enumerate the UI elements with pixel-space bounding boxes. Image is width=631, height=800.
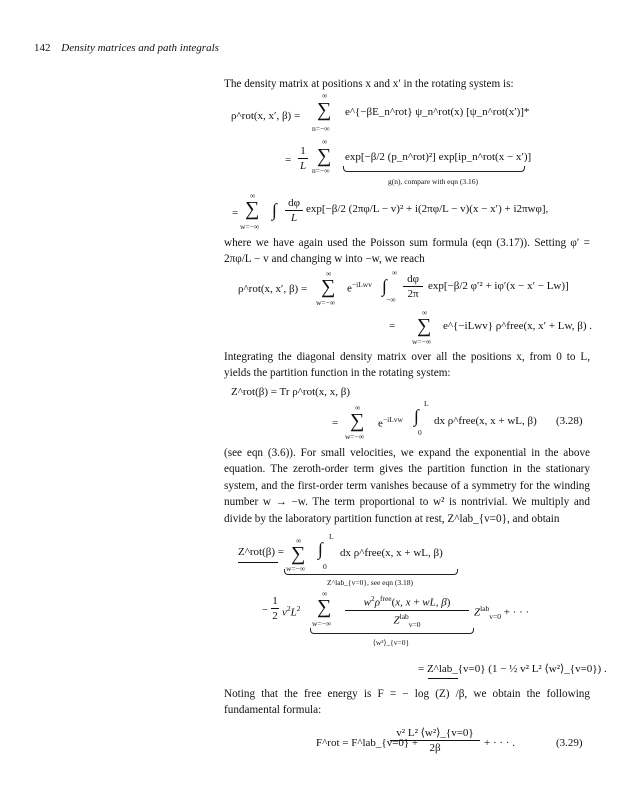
eq4-sum-upper: ∞ (326, 269, 332, 278)
eq2-frac: 1 L (299, 145, 307, 172)
eq8-rhs: dx ρ^free(x, x + wL, β) (340, 547, 443, 559)
eq3-sum: ∑ (245, 198, 260, 220)
eq2-sum: ∑ (317, 145, 332, 167)
eq4-sum: ∑ (321, 276, 336, 298)
running-title: Density matrices and path integrals (61, 42, 219, 54)
eq7-rhs: dx ρ^free(x, x + wL, β) (434, 415, 537, 427)
eq5-rhs: e^{−iLwv} ρ^free(x, x′ + Lw, β) . (443, 320, 592, 332)
eq1-sum-upper: ∞ (322, 91, 328, 100)
eq8-lhs: Z^rot(β) = (238, 546, 284, 558)
eq8-note: Z^lab_{v=0}, see eqn (3.18) (327, 578, 413, 587)
eq2-rhs: exp[−β/2 (p_n^rot)²] exp[ip_n^rot(x − x′)] (345, 151, 532, 163)
eq2-underbrace (343, 166, 525, 172)
poisson-paragraph: where we have again used the Poisson sum formula (eqn (3.17)). Setting φ′ = 2πφ/L − v and changing w into −w, we reach (224, 237, 590, 266)
page-number: 142 (34, 42, 51, 54)
eq4-integral: ∫ (382, 276, 387, 296)
eq5-equals: = (389, 320, 396, 332)
eq11-frac (390, 726, 480, 754)
integrating-paragraph: Integrating the diagonal density matrix over all the positions x, from 0 to L, yields the partition function in the rotating system: (224, 351, 590, 380)
eq7-sum-upper: ∞ (355, 403, 361, 412)
eq1-lhs: ρ^rot(x, x′, β) = (231, 110, 301, 122)
eq8-int-lower: 0 (323, 562, 327, 571)
eq6-lhs: Z^rot(β) = Tr ρ^rot(x, x, β) (231, 386, 351, 398)
eq1-rhs: e^{−βE_n^rot} ψ_n^rot(x) [ψ_n^rot(x′)]* (345, 106, 530, 118)
eq4-int-upper: ∞ (392, 268, 398, 277)
eq1-sum-lower: n=−∞ (312, 124, 330, 133)
eq2-sum-upper: ∞ (322, 137, 328, 146)
noting-paragraph: Noting that the free energy is F = − log (Z) /β, we obtain the following fundamental formula: (224, 688, 590, 717)
eq9-minus: − (262, 604, 269, 616)
intro-paragraph: The density matrix at positions x and x′ in the rotating system is: (224, 78, 514, 90)
eq3-integral: ∫ (272, 200, 277, 220)
eq10-rhs: = Z^lab_{v=0} (1 − ½ v² L² ⟨w²⟩_{v=0}) . (418, 663, 607, 675)
eq9-note: ⟨w²⟩_{v=0} (372, 638, 410, 647)
running-header (34, 42, 219, 54)
eq3-sum-lower: w=−∞ (240, 222, 260, 231)
eq3-sum-upper: ∞ (250, 191, 256, 200)
eq4-rhs: exp[−β/2 φ′² + iφ′(x − x′ − Lw)] (428, 280, 569, 292)
small-velocity-paragraph: (see eqn (3.6)). For small velocities, we expand the exponential in the above equation. The zeroth-order term gives the partition function in the stationary system, and the first-order term vanishes because of a symmetry for the winding number w → −w. The term proportional to w² is nontrivial. We multiply and divide by the laboratory partition function at rest, Z^lab_{v=0}, and obtain (224, 447, 590, 525)
eq4-int-lower: −∞ (386, 295, 396, 304)
eq11-denominator: 2β (429, 742, 441, 754)
eq4-sum-lower: w=−∞ (316, 298, 336, 307)
eq11-tail: + · · · . (484, 737, 515, 749)
eq5-sum-lower: w=−∞ (412, 337, 432, 346)
eq9-sum: ∑ (317, 596, 332, 618)
eq8-sum-lower: w=−∞ (286, 564, 306, 573)
eq7-int-upper: L (424, 399, 429, 408)
eq2-note: g(n), compare with eqn (3.16) (388, 177, 478, 186)
eq9-Zlab: $Z^{lab}_{v=0}$ + · · · (474, 604, 530, 621)
eq9-sum-lower: w=−∞ (312, 619, 332, 628)
eq7-equals: = (332, 417, 339, 429)
eq9-underbrace (310, 628, 474, 634)
eq3-equals: = (232, 207, 239, 219)
eq4-exp: $e^{-iLwv}$ (347, 280, 372, 295)
eq9-frac: $w^2\rho^{free}(x$, x + wL, β) $Z^{lab}_{v=0}$ (345, 594, 469, 629)
eq10-underline (428, 678, 458, 679)
eq3-dphi-frac: dφ L (285, 197, 303, 224)
eq7-int-lower: 0 (418, 428, 422, 437)
eq8-underbrace (284, 569, 458, 575)
eq9-half: 1 2 (272, 595, 278, 622)
eq7-number: (3.28) (556, 415, 583, 427)
eq8-int-upper: L (329, 532, 334, 541)
eq9-sum-upper: ∞ (322, 589, 328, 598)
eq8-sum: ∑ (291, 543, 306, 565)
eq2-equals: = (285, 154, 292, 166)
eq7-sum-lower: w=−∞ (345, 432, 365, 441)
eq8-integral: ∫ (318, 539, 323, 559)
eq7-exp: $e^{-iLvw}$ (378, 415, 403, 430)
eq7-sum: ∑ (350, 410, 365, 432)
eq11-number: (3.29) (556, 737, 583, 749)
eq3-rhs: exp[−β/2 (2πφ/L − v)² + i(2πφ/L − v)(x − x′) + i2πwφ], (306, 203, 549, 215)
eq5-sum: ∑ (417, 315, 432, 337)
eq8-underline (238, 562, 278, 563)
eq4-dphi-frac: dφ 2π (403, 273, 423, 300)
eq11-numerator: v² L² ⟨w²⟩_{v=0} (396, 727, 474, 739)
eq4-lhs: ρ^rot(x, x′, β) = (238, 283, 308, 295)
eq11-lhs: F^rot = F^lab_{v=0} + (316, 737, 419, 749)
eq5-sum-upper: ∞ (422, 308, 428, 317)
eq7-integral: ∫ (414, 406, 419, 426)
eq9-v2L2: $v^2L^2$ (282, 604, 301, 619)
eq1-sum: ∑ (317, 99, 332, 121)
eq8-sum-upper: ∞ (296, 536, 302, 545)
eq2-sum-lower: n=−∞ (312, 166, 330, 175)
